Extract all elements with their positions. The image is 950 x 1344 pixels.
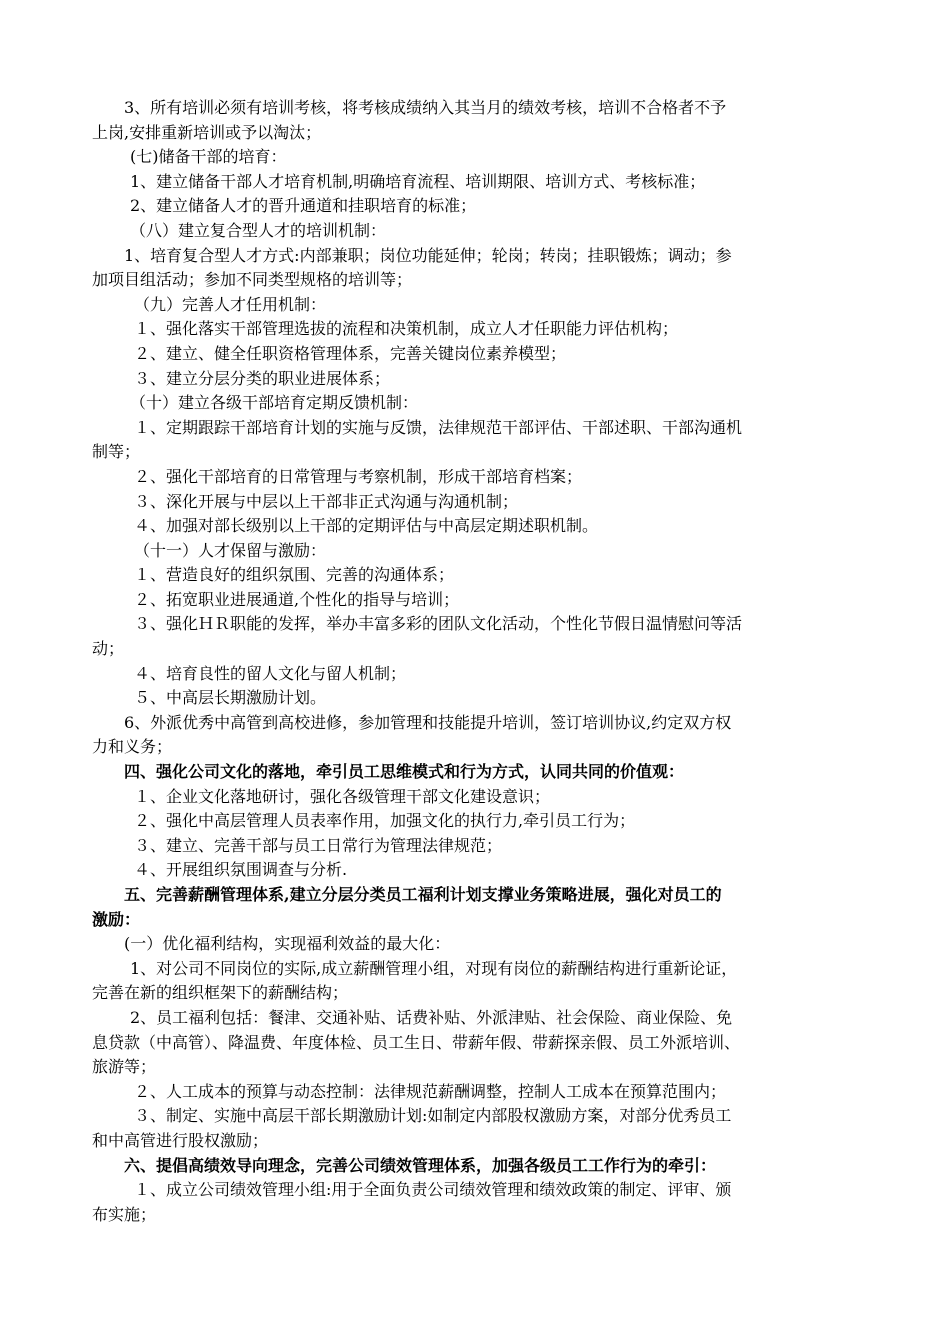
paragraph-line: ４、开展组织氛围调查与分析. bbox=[134, 860, 348, 880]
section-heading-line: 六、提倡高绩效导向理念，完善公司绩效管理体系，加强各级员工工作行为的牵引： bbox=[124, 1155, 717, 1175]
paragraph-line: ４、加强对部长级别以上干部的定期评估与中高层定期述职机制。 bbox=[134, 516, 599, 536]
section-heading-line: 五、完善薪酬管理体系,建立分层分类员工福利计划支撑业务策略进展，强化对员工的 bbox=[124, 885, 722, 904]
section-heading-line: 激励： bbox=[92, 909, 141, 929]
paragraph-line: 上岗,安排重新培训或予以淘汰； bbox=[92, 122, 322, 142]
paragraph-line: 3、所有培训必须有培训考核，将考核成绩纳入其当月的绩效考核，培训不合格者不予 bbox=[124, 98, 727, 117]
paragraph-line: 旅游等； bbox=[92, 1057, 157, 1077]
paragraph-line: １、企业文化落地研讨，强化各级管理干部文化建设意识； bbox=[134, 786, 551, 806]
paragraph-line: （十一）人才保留与激励： bbox=[134, 540, 327, 560]
paragraph-line: ３、制定、实施中高层干部长期激励计划:如制定内部股权激励方案，对部分优秀员工 bbox=[134, 1106, 732, 1126]
paragraph-line: 1、培育复合型人才方式:内部兼职；岗位功能延伸；轮岗；转岗；挂职锻炼；调动；参 bbox=[124, 245, 732, 265]
paragraph-line: ２、建立、健全任职资格管理体系，完善关键岗位素养模型； bbox=[134, 343, 567, 363]
paragraph-line: 2、建立储备人才的晋升通道和挂职培育的标准； bbox=[130, 196, 477, 216]
paragraph-line: 息贷款（中高管）、降温费、年度体检、员工生日、带薪年假、带薪探亲假、员工外派培训、 bbox=[92, 1032, 741, 1052]
paragraph-line: 加项目组活动；参加不同类型规格的培训等； bbox=[92, 270, 413, 290]
paragraph-line: １、成立公司绩效管理小组:用于全面负责公司绩效管理和绩效政策的制定、评审、颁 bbox=[134, 1180, 732, 1200]
paragraph-line: ３、强化ＨＲ职能的发挥，举办丰富多彩的团队文化活动，个性化节假日温情慰问等活 bbox=[134, 614, 743, 634]
paragraph-line: 布实施； bbox=[92, 1204, 157, 1224]
paragraph-line: 力和义务； bbox=[92, 737, 173, 757]
paragraph-line: １、营造良好的组织氛围、完善的沟通体系； bbox=[134, 565, 455, 585]
paragraph-line: ４、培育良性的留人文化与留人机制； bbox=[134, 663, 407, 683]
paragraph-line: 2、员工福利包括：餐津、交通补贴、话费补贴、外派津贴、社会保险、商业保险、免 bbox=[130, 1007, 733, 1027]
paragraph-line: 完善在新的组织框架下的薪酬结构； bbox=[92, 983, 349, 1003]
paragraph-line: ２、拓宽职业进展通道,个性化的指导与培训； bbox=[134, 589, 460, 609]
paragraph-line: 制等； bbox=[92, 442, 141, 462]
paragraph-line: ５、中高层长期激励计划。 bbox=[134, 688, 327, 708]
paragraph-line: 1、对公司不同岗位的实际,成立薪酬管理小组，对现有岗位的薪酬结构进行重新论证， bbox=[130, 958, 738, 978]
paragraph-line: 动； bbox=[92, 639, 125, 659]
paragraph-line: 1、建立储备干部人才培育机制,明确培育流程、培训期限、培训方式、考核标准； bbox=[130, 171, 706, 191]
section-heading-line: 四、强化公司文化的落地，牵引员工思维模式和行为方式，认同共同的价值观： bbox=[124, 762, 685, 782]
paragraph-line: （十）建立各级干部培育定期反馈机制： bbox=[130, 393, 419, 413]
paragraph-line: ３、建立、完善干部与员工日常行为管理法律规范； bbox=[134, 835, 503, 855]
paragraph-line: (七)储备干部的培育： bbox=[130, 147, 287, 167]
paragraph-line: (一）优化福利结构，实现福利效益的最大化： bbox=[124, 934, 451, 954]
paragraph-line: ２、强化中高层管理人员表率作用，加强文化的执行力,牵引员工行为； bbox=[134, 811, 636, 831]
document-page bbox=[92, 96, 860, 1227]
paragraph-line: ２、人工成本的预算与动态控制：法律规范薪酬调整，控制人工成本在预算范围内； bbox=[134, 1081, 727, 1101]
paragraph-line: １、强化落实干部管理选拔的流程和决策机制，成立人才任职能力评估机构； bbox=[134, 319, 679, 339]
paragraph-line: （八）建立复合型人才的培训机制： bbox=[130, 220, 387, 240]
paragraph-line: ３、建立分层分类的职业进展体系； bbox=[134, 368, 391, 388]
paragraph-line: 和中高管进行股权激励； bbox=[92, 1130, 269, 1150]
paragraph-line: ２、强化干部培育的日常管理与考察机制，形成干部培育档案； bbox=[134, 466, 583, 486]
paragraph-line: 6、外派优秀中高管到高校进修，参加管理和技能提升培训，签订培训协议,约定双方权 bbox=[124, 712, 732, 732]
paragraph-line: ３、深化开展与中层以上干部非正式沟通与沟通机制； bbox=[134, 491, 519, 511]
paragraph-line: （九）完善人才任用机制： bbox=[134, 294, 327, 314]
paragraph-line: １、定期跟踪干部培育计划的实施与反馈，法律规范干部评估、干部述职、干部沟通机 bbox=[134, 417, 743, 437]
